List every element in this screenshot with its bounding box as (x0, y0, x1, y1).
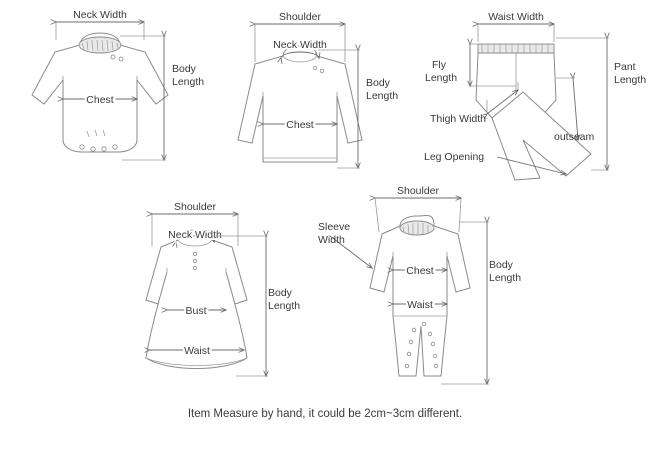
label-waist-width: Waist Width (488, 11, 544, 23)
label-outseam: outseam (554, 131, 595, 143)
label-neck-width: Neck Width (273, 39, 327, 51)
label-body-length-line2: Length (172, 76, 205, 88)
label-thigh-width: Thigh Width (430, 113, 487, 125)
label-shoulder: Shoulder (278, 11, 322, 23)
label-fly-line1: Fly (432, 59, 446, 71)
label-neck-width: Neck Width (168, 229, 222, 241)
label-body-length-line1: Body (268, 287, 292, 299)
label-body-length-line1: Body (172, 63, 196, 75)
label-pant-line1: Pant (614, 61, 636, 73)
label-body-length-line1: Body (489, 259, 513, 271)
label-waist: Waist (407, 299, 433, 311)
label-body-length-line1: Body (366, 77, 390, 89)
pants-diagram (424, 11, 646, 180)
label-body-length-line2: Length (366, 90, 399, 102)
label-body-length-line2: Length (489, 272, 522, 284)
label-neck-width: Neck Width (73, 9, 127, 21)
label-waist: Waist (184, 345, 210, 357)
long-sleeve-top-diagram (238, 11, 398, 168)
label-body-length-line2: Length (268, 300, 301, 312)
label-sleeve-line1: Sleeve (318, 221, 351, 233)
dress-diagram (146, 201, 300, 376)
label-bust: Bust (185, 305, 207, 317)
footer-note: Item Measure by hand, it could be 2cm~3cm different. (187, 408, 463, 420)
label-sleeve-line2: Width (318, 234, 345, 246)
label-shoulder: Shoulder (396, 185, 440, 197)
label-leg-opening: Leg Opening (424, 151, 485, 163)
label-chest: Chest (406, 265, 434, 277)
label-chest: Chest (86, 94, 114, 106)
label-pant-line2: Length (614, 74, 647, 86)
baby-bodysuit-diagram (32, 9, 204, 160)
label-shoulder: Shoulder (173, 201, 217, 213)
label-chest: Chest (286, 119, 314, 131)
label-fly-line2: Length (425, 72, 458, 84)
romper-diagram (318, 185, 521, 384)
